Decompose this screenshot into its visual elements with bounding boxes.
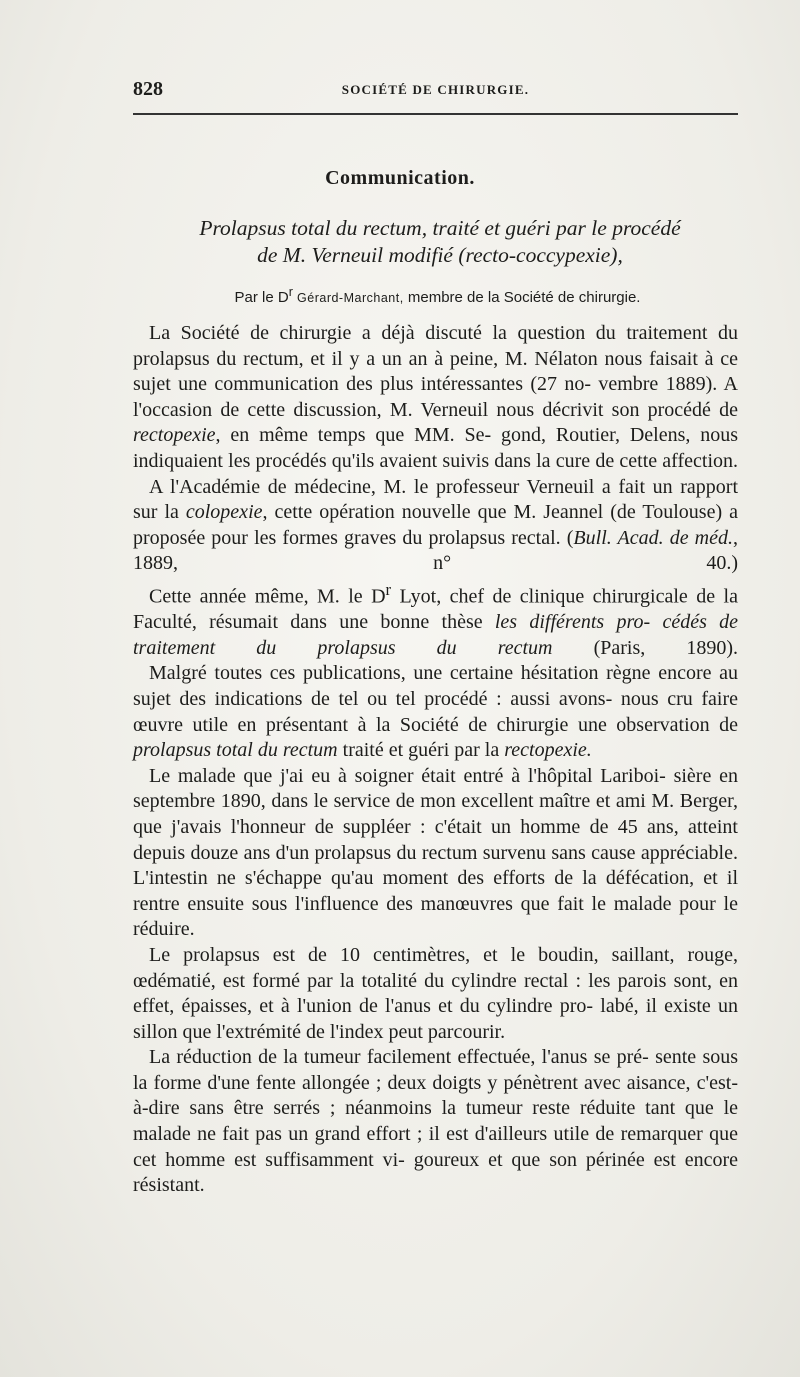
line: l'influence des manœuvres que fait le malade pour le réduire. (133, 892, 738, 941)
author-prefix-sup: r (288, 285, 293, 299)
line: et ami M. Berger, que j'avais l'honneur de suppléer : c'était (133, 790, 739, 838)
header-rule (133, 113, 738, 115)
author-line (130, 285, 745, 306)
line: du prolapsus du rectum, et il y a un an à peine, M. Nélaton nous (133, 322, 739, 370)
line: sont, en effet, épaisses, et à l'union de l'anus et du cylindre pro- (133, 969, 739, 1018)
line: labé, il existe un sillon que l'extrémité de l'index peut parcourir. (133, 995, 739, 1043)
article-title (140, 215, 740, 269)
page-number: 828 (133, 78, 163, 100)
page-header (133, 78, 738, 102)
line: faisait à ce sujet une communication des plus intéressantes (27 no- (133, 347, 739, 396)
term-colopexie: colopexie (185, 501, 263, 524)
article-title-line-2: de M. Verneuil modifié (recto-coccypexie), (257, 243, 623, 267)
line: La réduction de la tumeur facilement effectuée, l'anus se pré- (149, 1046, 649, 1069)
paragraph-5 (133, 764, 738, 943)
line: (de Toulouse) a proposée pour les formes graves du prolapsus (133, 501, 738, 549)
line: gond, Routier, Delens, nous indiquaient les procédés qu'ils avaient (133, 424, 739, 472)
line: encore au sujet des indications de tel ou tel procédé : aussi avons- (133, 662, 739, 710)
term-rectopexie: rectopexie. (504, 739, 592, 762)
line: qu'au moment des efforts de la défécation, et il rentre ensuite sous (133, 867, 739, 915)
line: rectal. ( (511, 526, 574, 549)
line: Le prolapsus est de 10 centimètres, et le boudin, saillant, rouge, (149, 943, 738, 966)
paragraph-6 (133, 943, 738, 1045)
paragraph-2 (133, 475, 738, 577)
line: rapport sur la (133, 475, 739, 524)
line: avec aisance, c'est-à-dire sans être serrés ; néanmoins la tumeur (133, 1071, 738, 1120)
line: La Société de chirurgie a déjà discuté la question du traitement (149, 322, 708, 344)
line: traité et guéri par la (337, 739, 500, 762)
paragraph-3 (133, 577, 738, 661)
line: Lyot, chef de clinique chirurgicale (391, 585, 688, 608)
line: œdématié, est formé par la totalité du cylindre rectal : les parois (133, 969, 667, 992)
line: reste réduite tant que le malade ne fait pas un grand effort ; il est (133, 1097, 739, 1146)
line: un homme de 45 ans, atteint depuis douze ans d'un prolapsus du (133, 815, 738, 864)
line: , en même temps que MM. Se- (215, 424, 492, 447)
paragraph-7 (133, 1045, 738, 1199)
line: Cette année même, M. le D (149, 585, 386, 608)
thesis-title: cédés de traitement du prolapsus du rectum (133, 611, 739, 659)
line: , 1889, n° 40.) (133, 526, 739, 575)
line: sente sous la forme d'une fente allongée ; deux doigts y pénètrent (133, 1046, 739, 1094)
line: suivis dans la cure de cette affection. (442, 449, 739, 472)
line: (Paris, 1890). (552, 636, 738, 659)
author-suffix: membre de la Société de chirurgie. (407, 289, 641, 306)
article-title-line-1: Prolapsus total du rectum, traité et guéri par le procédé (199, 216, 681, 240)
line: d'ailleurs utile de remarquer que cet homme est suffisamment vi- (133, 1123, 738, 1171)
citation-journal: Bull. Acad. de méd. (573, 526, 734, 549)
line: nous cru faire œuvre utile en présentant à la Société de chirurgie (133, 687, 738, 736)
paragraph-1 (133, 321, 738, 475)
author-name: Gérard-Marchant, (297, 291, 404, 305)
line: décrivit son procédé de (542, 398, 738, 421)
article-body (133, 321, 738, 1199)
line: de la Faculté, résumait dans une bonne thèse (133, 585, 738, 634)
line: une observation de (577, 713, 738, 736)
line: rectum survenu sans cause appréciable. L'intestin ne s'échappe (133, 841, 738, 890)
line: sière en septembre 1890, dans le service de mon excellent maître (133, 764, 738, 813)
line-sup: r (385, 579, 392, 599)
term-rectopexie: rectopexie (133, 424, 216, 447)
term-prolapsus: prolapsus total du rectum (133, 739, 338, 762)
section-title: Communication. (325, 167, 475, 189)
line: , cette opération nouvelle que M. Jeannel (262, 501, 604, 524)
paragraph-4 (133, 661, 738, 763)
line: Malgré toutes ces publications, une certaine hésitation règne (149, 662, 651, 685)
running-title: SOCIÉTÉ DE CHIRURGIE. (341, 82, 530, 97)
line: A l'Académie de médecine, M. le professeur Verneuil a fait un (149, 475, 673, 498)
line: vembre 1889). A l'occasion de cette discussion, M. Verneuil nous (133, 373, 738, 421)
thesis-title: les différents pro- (494, 611, 651, 634)
line: Le malade que j'ai eu à soigner était entré à l'hôpital Lariboi- (149, 764, 666, 787)
line: goureux et que son périnée est encore résistant. (133, 1148, 738, 1197)
author-prefix: Par le D (234, 289, 289, 306)
